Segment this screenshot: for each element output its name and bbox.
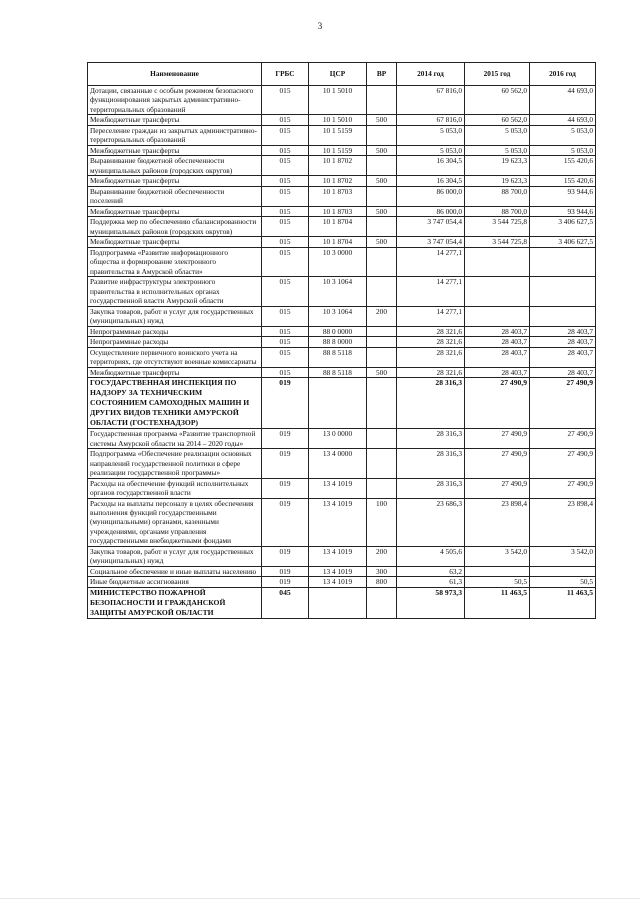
cell-name: Межбюджетные трансферты (88, 367, 262, 377)
cell-grbs: 015 (262, 237, 309, 247)
cell-2015: 19 623,3 (465, 176, 530, 186)
cell-grbs: 015 (262, 367, 309, 377)
table-row (88, 449, 596, 478)
cell-vr (367, 587, 397, 618)
cell-csr: 13 4 1019 (309, 577, 367, 587)
cell-csr: 13 4 1019 (309, 498, 367, 546)
cell-2015 (465, 566, 530, 576)
cell-2015: 23 898,4 (465, 498, 530, 546)
header-2016: 2016 год (530, 63, 596, 86)
cell-grbs: 015 (262, 306, 309, 326)
cell-name: Непрограммные расходы (88, 337, 262, 347)
cell-name: Расходы на выплаты персоналу в целях обеспечения выполнения функций государственными (муниципальными) органами, казенными учреждениями, органами управления государственными внебюджетными фондами (88, 498, 262, 546)
cell-2015 (465, 306, 530, 326)
cell-grbs: 019 (262, 478, 309, 498)
cell-vr: 300 (367, 566, 397, 576)
cell-csr: 88 8 5118 (309, 347, 367, 367)
cell-2016: 27 490,9 (530, 378, 596, 429)
cell-grbs: 015 (262, 347, 309, 367)
cell-2016: 11 463,5 (530, 587, 596, 618)
cell-csr: 10 3 0000 (309, 247, 367, 276)
cell-csr: 10 1 8702 (309, 176, 367, 186)
cell-2015: 11 463,5 (465, 587, 530, 618)
cell-2014: 16 304,5 (397, 156, 465, 176)
cell-name: Межбюджетные трансферты (88, 237, 262, 247)
cell-2015: 28 403,7 (465, 347, 530, 367)
cell-vr: 200 (367, 306, 397, 326)
table-body (88, 86, 596, 619)
cell-vr (367, 449, 397, 478)
cell-name: Дотации, связанные с особым режимом безопасного функционирования закрытых административно-территориальных образований (88, 86, 262, 115)
cell-name: Иные бюджетные ассигнования (88, 577, 262, 587)
cell-csr: 10 1 5010 (309, 86, 367, 115)
cell-grbs: 015 (262, 125, 309, 145)
cell-2014: 3 747 054,4 (397, 217, 465, 237)
cell-csr: 10 1 8704 (309, 237, 367, 247)
cell-vr (367, 347, 397, 367)
budget-table (87, 62, 596, 619)
cell-2014: 28 316,3 (397, 478, 465, 498)
cell-csr: 10 1 8704 (309, 217, 367, 237)
table-row (88, 498, 596, 546)
cell-2015: 60 562,0 (465, 86, 530, 115)
cell-csr: 88 8 0000 (309, 337, 367, 347)
cell-name: МИНИСТЕРСТВО ПОЖАРНОЙ БЕЗОПАСНОСТИ И ГРАЖДАНСКОЙ ЗАЩИТЫ АМУРСКОЙ ОБЛАСТИ (88, 587, 262, 618)
cell-grbs: 015 (262, 217, 309, 237)
table-row (88, 277, 596, 306)
cell-2015: 27 490,9 (465, 449, 530, 478)
cell-grbs: 019 (262, 498, 309, 546)
cell-2016: 5 053,0 (530, 145, 596, 155)
cell-2014: 28 316,3 (397, 449, 465, 478)
cell-vr: 500 (367, 115, 397, 125)
cell-vr (367, 277, 397, 306)
cell-2014: 28 321,6 (397, 367, 465, 377)
cell-name: Межбюджетные трансферты (88, 145, 262, 155)
cell-2014: 63,2 (397, 566, 465, 576)
table-row (88, 145, 596, 155)
cell-2016 (530, 306, 596, 326)
cell-2015: 60 562,0 (465, 115, 530, 125)
cell-2016: 44 693,0 (530, 115, 596, 125)
cell-csr: 10 1 5159 (309, 125, 367, 145)
cell-2014: 67 816,0 (397, 86, 465, 115)
cell-name: ГОСУДАРСТВЕННАЯ ИНСПЕКЦИЯ ПО НАДЗОРУ ЗА ТЕХНИЧЕСКИМ СОСТОЯНИЕМ САМОХОДНЫХ МАШИН И ДРУГИХ ВИДОВ ТЕХНИКИ АМУРСКОЙ ОБЛАСТИ (ГОСТЕХНАДЗОР) (88, 378, 262, 429)
cell-vr: 500 (367, 176, 397, 186)
cell-2014: 14 277,1 (397, 277, 465, 306)
cell-csr: 88 8 5118 (309, 367, 367, 377)
cell-vr (367, 186, 397, 206)
cell-2015: 28 403,7 (465, 326, 530, 336)
cell-name: Межбюджетные трансферты (88, 115, 262, 125)
header-vr: ВР (367, 63, 397, 86)
cell-2016: 28 403,7 (530, 326, 596, 336)
cell-2014: 67 816,0 (397, 115, 465, 125)
cell-csr: 13 4 0000 (309, 449, 367, 478)
header-name: Наименование (88, 63, 262, 86)
cell-name: Закупка товаров, работ и услуг для государственных (муниципальных) нужд (88, 306, 262, 326)
cell-grbs: 015 (262, 115, 309, 125)
table-row (88, 115, 596, 125)
cell-vr (367, 337, 397, 347)
cell-2015 (465, 247, 530, 276)
cell-2015: 50,5 (465, 577, 530, 587)
cell-2015: 28 403,7 (465, 367, 530, 377)
cell-vr (367, 125, 397, 145)
cell-csr: 13 4 1019 (309, 478, 367, 498)
cell-2016: 3 542,0 (530, 546, 596, 566)
cell-2014: 3 747 054,4 (397, 237, 465, 247)
cell-2014: 14 277,1 (397, 306, 465, 326)
table-row (88, 86, 596, 115)
cell-vr: 100 (367, 498, 397, 546)
cell-2014: 23 686,3 (397, 498, 465, 546)
cell-2016: 93 944,6 (530, 186, 596, 206)
table-row (88, 337, 596, 347)
table-row (88, 306, 596, 326)
cell-2014: 61,3 (397, 577, 465, 587)
header-csr: ЦСР (309, 63, 367, 86)
cell-2016: 44 693,0 (530, 86, 596, 115)
cell-2014: 5 053,0 (397, 125, 465, 145)
cell-grbs: 015 (262, 145, 309, 155)
table-row (88, 378, 596, 429)
cell-vr: 500 (367, 237, 397, 247)
scan-edge-divider (0, 898, 640, 899)
cell-vr (367, 326, 397, 336)
cell-2015: 88 700,0 (465, 206, 530, 216)
cell-csr: 10 1 8703 (309, 186, 367, 206)
cell-vr (367, 217, 397, 237)
cell-name: Развитие инфраструктуры электронного правительства в исполнительных органах государственной власти Амурской области (88, 277, 262, 306)
cell-2015: 19 623,3 (465, 156, 530, 176)
table-row (88, 176, 596, 186)
cell-csr: 10 1 5159 (309, 145, 367, 155)
table-row (88, 186, 596, 206)
cell-2014: 86 000,0 (397, 206, 465, 216)
cell-vr (367, 378, 397, 429)
cell-2014: 4 505,6 (397, 546, 465, 566)
cell-name: Выравнивание бюджетной обеспеченности поселений (88, 186, 262, 206)
cell-2016: 28 403,7 (530, 367, 596, 377)
cell-2016: 28 403,7 (530, 337, 596, 347)
cell-vr: 500 (367, 206, 397, 216)
cell-name: Закупка товаров, работ и услуг для государственных (муниципальных) нужд (88, 546, 262, 566)
cell-csr (309, 378, 367, 429)
cell-grbs: 015 (262, 326, 309, 336)
cell-grbs: 015 (262, 156, 309, 176)
cell-grbs: 019 (262, 566, 309, 576)
cell-2016: 155 420,6 (530, 176, 596, 186)
cell-2014: 28 316,3 (397, 429, 465, 449)
cell-csr: 13 0 0000 (309, 429, 367, 449)
cell-2016: 3 406 627,5 (530, 237, 596, 247)
cell-name: Социальное обеспечение и иные выплаты населению (88, 566, 262, 576)
table-row (88, 587, 596, 618)
table-row (88, 237, 596, 247)
cell-2015: 3 542,0 (465, 546, 530, 566)
cell-2016: 50,5 (530, 577, 596, 587)
cell-csr (309, 587, 367, 618)
cell-2015: 5 053,0 (465, 125, 530, 145)
cell-grbs: 015 (262, 206, 309, 216)
cell-name: Осуществление первичного воинского учета на территориях, где отсутствуют военные комиссариаты (88, 347, 262, 367)
cell-grbs: 015 (262, 277, 309, 306)
cell-csr: 10 3 1064 (309, 277, 367, 306)
cell-vr: 500 (367, 145, 397, 155)
cell-2014: 28 321,6 (397, 347, 465, 367)
cell-2016: 27 490,9 (530, 429, 596, 449)
cell-name: Поддержка мер по обеспечению сбалансированности муниципальных районов (городских округов) (88, 217, 262, 237)
table-row (88, 217, 596, 237)
cell-name: Подпрограмма «Обеспечение реализации основных направлений государственной политики в сфере реализации государственной программы» (88, 449, 262, 478)
page-number: 3 (317, 21, 323, 31)
cell-grbs: 015 (262, 337, 309, 347)
cell-grbs: 019 (262, 429, 309, 449)
header-2014: 2014 год (397, 63, 465, 86)
cell-name: Расходы на обеспечение функций исполнительных органов государственной власти (88, 478, 262, 498)
cell-2014: 86 000,0 (397, 186, 465, 206)
table-row (88, 566, 596, 576)
cell-vr: 500 (367, 367, 397, 377)
cell-2016: 93 944,6 (530, 206, 596, 216)
cell-csr: 88 0 0000 (309, 326, 367, 336)
cell-2016: 3 406 627,5 (530, 217, 596, 237)
header-grbs: ГРБС (262, 63, 309, 86)
cell-2016: 28 403,7 (530, 347, 596, 367)
cell-name: Непрограммные расходы (88, 326, 262, 336)
cell-2016: 27 490,9 (530, 449, 596, 478)
cell-vr (367, 156, 397, 176)
header-2015: 2015 год (465, 63, 530, 86)
cell-2014: 28 316,3 (397, 378, 465, 429)
cell-vr: 800 (367, 577, 397, 587)
cell-grbs: 015 (262, 86, 309, 115)
table-row (88, 326, 596, 336)
cell-2014: 5 053,0 (397, 145, 465, 155)
cell-grbs: 015 (262, 186, 309, 206)
cell-2015: 3 544 725,8 (465, 217, 530, 237)
table-row (88, 247, 596, 276)
cell-2015: 28 403,7 (465, 337, 530, 347)
cell-vr: 200 (367, 546, 397, 566)
cell-grbs: 019 (262, 449, 309, 478)
cell-name: Межбюджетные трансферты (88, 206, 262, 216)
cell-2014: 16 304,5 (397, 176, 465, 186)
cell-2014: 14 277,1 (397, 247, 465, 276)
table-row (88, 429, 596, 449)
cell-2014: 28 321,6 (397, 326, 465, 336)
cell-2015: 88 700,0 (465, 186, 530, 206)
cell-csr: 10 1 8702 (309, 156, 367, 176)
table-row (88, 347, 596, 367)
cell-2016: 27 490,9 (530, 478, 596, 498)
cell-2015: 27 490,9 (465, 478, 530, 498)
table-row (88, 125, 596, 145)
cell-name: Государственная программа «Развитие транспортной системы Амурской области на 2014 – 2020 годы» (88, 429, 262, 449)
table-row (88, 206, 596, 216)
table-row (88, 156, 596, 176)
cell-vr (367, 429, 397, 449)
cell-grbs: 045 (262, 587, 309, 618)
cell-2016 (530, 277, 596, 306)
cell-2014: 28 321,6 (397, 337, 465, 347)
cell-2016: 5 053,0 (530, 125, 596, 145)
cell-grbs: 019 (262, 577, 309, 587)
cell-2016: 23 898,4 (530, 498, 596, 546)
cell-grbs: 019 (262, 378, 309, 429)
cell-2015: 5 053,0 (465, 145, 530, 155)
table-row (88, 577, 596, 587)
cell-grbs: 015 (262, 247, 309, 276)
table-row (88, 546, 596, 566)
cell-2016: 155 420,6 (530, 156, 596, 176)
cell-2015: 27 490,9 (465, 429, 530, 449)
cell-2016 (530, 247, 596, 276)
cell-2014: 58 973,3 (397, 587, 465, 618)
cell-csr: 10 1 5010 (309, 115, 367, 125)
cell-2015 (465, 277, 530, 306)
cell-vr (367, 478, 397, 498)
cell-vr (367, 247, 397, 276)
cell-name: Межбюджетные трансферты (88, 176, 262, 186)
cell-csr: 10 1 8703 (309, 206, 367, 216)
cell-csr: 10 3 1064 (309, 306, 367, 326)
cell-2015: 3 544 725,8 (465, 237, 530, 247)
cell-name: Переселение граждан из закрытых административно-территориальных образований (88, 125, 262, 145)
table-row (88, 478, 596, 498)
table-header-row (88, 63, 596, 86)
cell-2015: 27 490,9 (465, 378, 530, 429)
cell-csr: 13 4 1019 (309, 566, 367, 576)
table-row (88, 367, 596, 377)
cell-vr (367, 86, 397, 115)
cell-grbs: 015 (262, 176, 309, 186)
cell-name: Подпрограмма «Развитие информационного общества и формирование электронного правительства в Амурской области» (88, 247, 262, 276)
cell-2016 (530, 566, 596, 576)
cell-csr: 13 4 1019 (309, 546, 367, 566)
cell-name: Выравнивание бюджетной обеспеченности муниципальных районов (городских округов) (88, 156, 262, 176)
cell-grbs: 019 (262, 546, 309, 566)
